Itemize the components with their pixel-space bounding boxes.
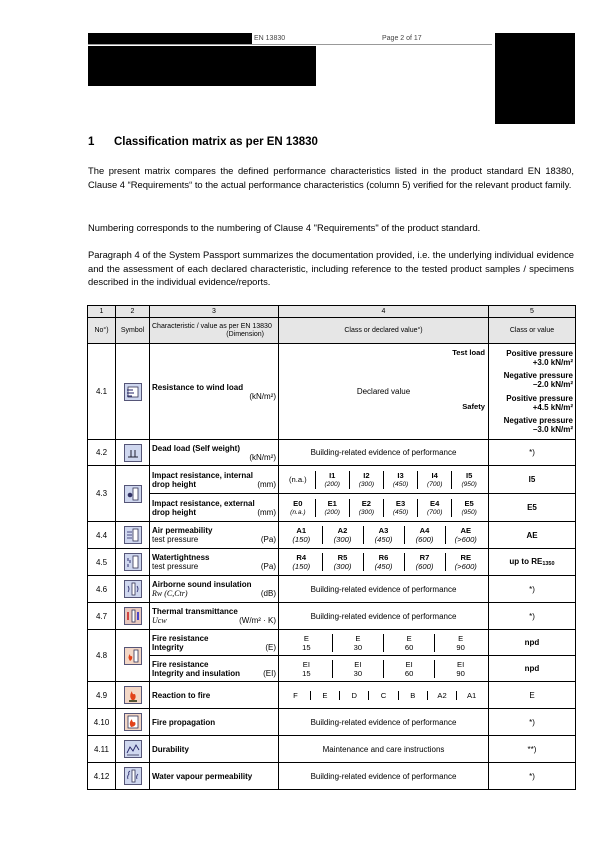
- class-option: R4 (150): [292, 553, 311, 571]
- symbol-cell: [116, 466, 150, 522]
- column-number-row: [88, 306, 576, 318]
- characteristic-name: Integrity and insulation: [152, 668, 241, 678]
- characteristic-unit: (dB): [260, 589, 276, 598]
- characteristic-sub: Ucw: [152, 616, 167, 625]
- class-option: E4 (700): [418, 499, 452, 517]
- characteristic-cell: [150, 656, 279, 682]
- characteristic-sub: test pressure: [152, 562, 199, 571]
- table-row: [88, 656, 576, 682]
- air-permeability-icon: [124, 526, 142, 544]
- header-class-or-value: Class or value: [489, 318, 576, 344]
- symbol-cell: [116, 736, 150, 763]
- class-option: I5 (950): [452, 471, 486, 489]
- class-option: E5 (950): [452, 499, 486, 517]
- class-option: R7 (600): [404, 553, 445, 571]
- characteristic-name: Airborne sound insulation: [152, 580, 252, 589]
- table-row: [88, 603, 576, 630]
- characteristic-unit: (kN/m²): [249, 452, 276, 462]
- class-option: A1 (150): [292, 526, 311, 544]
- symbol-cell: [116, 709, 150, 736]
- class-option: E 30: [332, 634, 383, 652]
- value-cell: *): [489, 603, 576, 630]
- characteristic-name: Fire propagation: [152, 717, 216, 727]
- class-option: R5 (300): [322, 553, 363, 571]
- characteristic-cell: [150, 682, 279, 709]
- header-dimension: (Dimension): [226, 331, 264, 338]
- characteristic-cell: [150, 763, 279, 790]
- symbol-cell: [116, 522, 150, 549]
- row-number: 4.10: [88, 709, 116, 736]
- value-cell: **): [489, 736, 576, 763]
- passport-paragraph: Paragraph 4 of the System Passport summarizes the documentation provided, i.e. the underlying individual evidence and the assessment of each declared characteristic, including reference to the tested product samples / specimens described in the individual evidence/reports.: [88, 249, 574, 288]
- class-option: A2: [427, 691, 456, 700]
- impact-icon: [124, 485, 142, 503]
- class-cell: Building-related evidence of performance: [279, 576, 489, 603]
- symbol-cell: [116, 682, 150, 709]
- table-header-row: [88, 318, 576, 344]
- class-option: E 60: [384, 634, 435, 652]
- value-line: +3.0 kN/m²: [532, 357, 573, 367]
- characteristic-name: Impact resistance, external drop height: [152, 498, 255, 517]
- table-row: [88, 522, 576, 549]
- class-option: RE (>600): [445, 553, 486, 571]
- class-cell: [279, 682, 489, 709]
- class-option: E3 (450): [383, 499, 417, 517]
- numbering-paragraph: Numbering corresponds to the numbering of Clause 4 "Requirements" of the product standard.: [88, 222, 481, 233]
- value-cell: npd: [489, 656, 576, 682]
- class-option: E1 (200): [315, 499, 349, 517]
- value-line: –2.0 kN/m²: [532, 380, 573, 390]
- characteristic-name: Impact resistance, internal drop height: [152, 470, 253, 489]
- header-page-number: Page 2 of 17: [382, 35, 422, 42]
- class-option: F: [293, 690, 298, 700]
- characteristic-name: Thermal transmittance: [152, 607, 238, 616]
- class-option: EI 90: [435, 660, 486, 678]
- reaction-to-fire-icon: [124, 686, 142, 704]
- characteristic-unit: (EI): [263, 668, 276, 678]
- row-number: 4.9: [88, 682, 116, 709]
- class-option: I1 (200): [315, 471, 349, 489]
- fire-resistance-icon: [124, 647, 142, 665]
- row-number: 4.7: [88, 603, 116, 630]
- symbol-cell: [116, 630, 150, 682]
- header-standard: EN 13830: [254, 35, 286, 42]
- characteristic-name: Resistance to wind load: [152, 382, 244, 392]
- class-option: A1: [457, 691, 486, 700]
- fire-propagation-icon: [124, 713, 142, 731]
- class-option: A3 (450): [363, 526, 404, 544]
- class-cell: [279, 466, 489, 494]
- class-option: R6 (450): [363, 553, 404, 571]
- row-number: 4.6: [88, 576, 116, 603]
- characteristic-name: Watertightness: [152, 553, 210, 562]
- class-option: E 90: [435, 634, 486, 652]
- value-line: Positive pressure: [506, 393, 573, 403]
- characteristic-name: Water vapour permeability: [152, 771, 253, 781]
- class-cell: [279, 522, 489, 549]
- durability-icon: [124, 740, 142, 758]
- characteristic-cell: [150, 736, 279, 763]
- class-option: E2 (300): [349, 499, 383, 517]
- class-cell: [279, 494, 489, 522]
- class-option: I3 (450): [383, 471, 417, 489]
- characteristic-name: Durability: [152, 744, 189, 754]
- header-characteristic-label: Characteristic / value as per EN 13830: [152, 323, 272, 330]
- class-option: (n.a.): [288, 475, 307, 484]
- characteristic-unit: (E): [265, 642, 276, 652]
- table-row: [88, 630, 576, 656]
- value-cell: *): [489, 440, 576, 466]
- row-number: 4.11: [88, 736, 116, 763]
- class-cell: Building-related evidence of performance: [279, 763, 489, 790]
- class-option: I2 (300): [349, 471, 383, 489]
- value-line: Positive pressure: [506, 348, 573, 358]
- value-line: +4.5 kN/m²: [532, 402, 573, 412]
- class-cell: Maintenance and care instructions: [279, 736, 489, 763]
- col-number: 1: [88, 306, 116, 318]
- header-symbol: Symbol: [116, 318, 150, 344]
- class-option: E: [310, 691, 339, 700]
- wind-load-icon: [124, 383, 142, 401]
- row-number: 4.8: [88, 630, 116, 682]
- characteristic-cell: [150, 466, 279, 494]
- class-option: EI 30: [332, 660, 383, 678]
- characteristic-cell: [150, 522, 279, 549]
- characteristic-name: Fire resistance: [152, 633, 209, 643]
- thermal-icon: [124, 607, 142, 625]
- value-line: –3.0 kN/m²: [532, 425, 573, 435]
- row-number: 4.4: [88, 522, 116, 549]
- value-cell: E: [489, 682, 576, 709]
- value-cell: up to RE1350: [489, 549, 576, 576]
- characteristic-cell: [150, 344, 279, 440]
- safety-label: Safety: [462, 402, 485, 411]
- value-cell: *): [489, 763, 576, 790]
- symbol-cell: [116, 344, 150, 440]
- row-number: 4.5: [88, 549, 116, 576]
- class-option: I4 (700): [418, 471, 452, 489]
- characteristic-unit: (Pa): [260, 562, 276, 571]
- characteristic-unit: (W/m² · K): [239, 616, 276, 625]
- symbol-cell: [116, 440, 150, 466]
- characteristic-cell: [150, 603, 279, 630]
- class-option: B: [398, 691, 427, 700]
- class-option: E 15: [302, 633, 311, 652]
- class-cell: Building-related evidence of performance: [279, 440, 489, 466]
- class-option: A4 (600): [404, 526, 445, 544]
- characteristic-unit: (mm): [257, 507, 276, 517]
- class-option: A2 (300): [322, 526, 363, 544]
- col-number: 3: [150, 306, 279, 318]
- row-number: 4.1: [88, 344, 116, 440]
- col-number: 2: [116, 306, 150, 318]
- table-row: [88, 494, 576, 522]
- table-row: [88, 763, 576, 790]
- symbol-cell: [116, 603, 150, 630]
- characteristic-cell: [150, 709, 279, 736]
- class-option: EI 15: [302, 659, 311, 678]
- classification-matrix: [87, 305, 576, 790]
- characteristic-name: Air permeability: [152, 526, 213, 535]
- row-number: 4.3: [88, 466, 116, 522]
- symbol-cell: [116, 576, 150, 603]
- class-cell: Building-related evidence of performance: [279, 709, 489, 736]
- characteristic-unit: (kN/m²): [249, 391, 276, 401]
- characteristic-cell: [150, 440, 279, 466]
- class-cell: [279, 549, 489, 576]
- class-cell: [279, 656, 489, 682]
- table-row: [88, 736, 576, 763]
- section-number: 1: [88, 136, 95, 148]
- value-cell: I5: [489, 466, 576, 494]
- class-cell: Building-related evidence of performance: [279, 603, 489, 630]
- table-row: [88, 344, 576, 440]
- header-class: Class or declared value°): [279, 318, 489, 344]
- row-number: 4.2: [88, 440, 116, 466]
- sound-insulation-icon: [124, 580, 142, 598]
- section-title: Classification matrix as per EN 13830: [114, 136, 318, 148]
- value-cell: *): [489, 709, 576, 736]
- characteristic-cell: [150, 630, 279, 656]
- characteristic-unit: (Pa): [260, 535, 276, 544]
- table-row: [88, 576, 576, 603]
- intro-paragraph: The present matrix compares the defined performance characteristics listed in the product standard EN 18380, Clause 4 “Requirements“ to the actual performance characteristics (column 5) verified for the relevant product family.: [88, 165, 574, 190]
- characteristic-cell: [150, 576, 279, 603]
- characteristic-sub: Rw (C,Ctr): [152, 589, 188, 598]
- section-heading: [88, 136, 508, 148]
- declared-value: Declared value: [356, 387, 411, 396]
- col-number: 4: [279, 306, 489, 318]
- characteristic-name: Dead load (Self weight): [152, 443, 241, 453]
- header-characteristic: [150, 318, 279, 344]
- watertightness-icon: [124, 553, 142, 571]
- characteristic-unit: (mm): [257, 479, 276, 489]
- row-number: 4.12: [88, 763, 116, 790]
- dead-load-icon: [124, 444, 142, 462]
- value-cell: [489, 344, 576, 440]
- header-rule: [88, 44, 492, 45]
- characteristic-name: Fire resistance: [152, 659, 209, 669]
- value-cell: AE: [489, 522, 576, 549]
- class-cell: [279, 344, 489, 440]
- class-option: EI 60: [384, 660, 435, 678]
- class-cell: [279, 630, 489, 656]
- class-option: AE (>600): [445, 526, 486, 544]
- test-load-label: Test load: [452, 348, 485, 357]
- table-row: [88, 549, 576, 576]
- table-row: [88, 682, 576, 709]
- header-no: No°): [88, 318, 116, 344]
- value-line: Negative pressure: [503, 371, 573, 381]
- value-line: Negative pressure: [503, 415, 573, 425]
- symbol-cell: [116, 763, 150, 790]
- redacted-block-right: [495, 33, 575, 124]
- characteristic-sub: test pressure: [152, 535, 199, 544]
- value-cell: E5: [489, 494, 576, 522]
- table-row: [88, 466, 576, 494]
- characteristic-name: Reaction to fire: [152, 690, 211, 700]
- value-cell: *): [489, 576, 576, 603]
- table-row: [88, 709, 576, 736]
- value-cell: npd: [489, 630, 576, 656]
- table-row: [88, 440, 576, 466]
- water-vapour-icon: [124, 767, 142, 785]
- characteristic-cell: [150, 494, 279, 522]
- class-option: C: [369, 691, 398, 700]
- characteristic-cell: [150, 549, 279, 576]
- class-option: D: [340, 691, 369, 700]
- symbol-cell: [116, 549, 150, 576]
- class-option: E0 (n.a.): [290, 498, 306, 516]
- characteristic-name: Integrity: [152, 642, 184, 652]
- col-number: 5: [489, 306, 576, 318]
- redacted-block-logo: [88, 46, 316, 86]
